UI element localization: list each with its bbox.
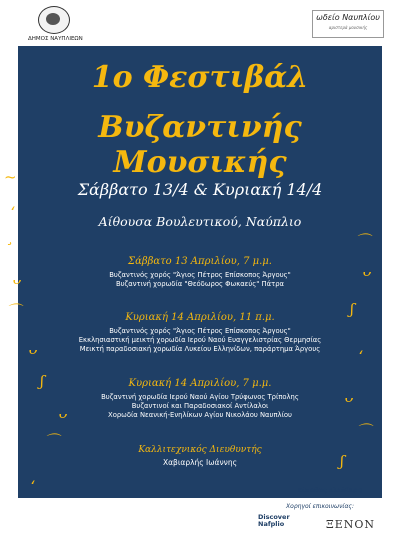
program-item: Μεικτή παραδοσιακή χορωδία Λυκείου Ελληνίδων, παράρτημα Άργους bbox=[79, 345, 321, 353]
neume-decoration-icon: ⌒ bbox=[356, 422, 372, 440]
festival-title-line2: Βυζαντινής Μουσικής bbox=[98, 110, 302, 180]
neume-decoration-icon: ʃ bbox=[40, 372, 45, 390]
sponsors-label: Χορηγοί επικοινωνίας: bbox=[286, 503, 354, 510]
program-day bbox=[18, 312, 382, 354]
program-day-heading: Κυριακή 14 Απριλίου, 11 π.μ. bbox=[125, 312, 275, 323]
neume-decoration-icon: ⌒ bbox=[44, 432, 60, 450]
neume-decoration-icon: ¸ bbox=[6, 228, 14, 246]
program-item: Χορωδία Νεανική-Ενηλίκων Αγίου Νικολάου Ναυπλίου bbox=[108, 411, 292, 419]
festival-title-line1: 1ο Φεστιβάλ bbox=[91, 60, 309, 95]
neume-decoration-icon: ، bbox=[30, 470, 35, 488]
festival-venue: Αίθουσα Βουλευτικού, Ναύπλιο bbox=[98, 214, 302, 229]
neume-decoration-icon: ⌒ bbox=[6, 302, 22, 320]
neume-decoration-icon: ᴗ bbox=[344, 388, 354, 406]
seal-icon bbox=[38, 6, 70, 34]
neume-decoration-icon: ~ bbox=[4, 168, 17, 186]
neume-decoration-icon: ، bbox=[358, 340, 363, 358]
festival-dates: Σάββατο 13/4 & Κυριακή 14/4 bbox=[77, 180, 323, 199]
program-day-heading: Σάββατο 13 Απριλίου, 7 μ.μ. bbox=[128, 256, 272, 267]
municipality-logo bbox=[28, 6, 83, 46]
municipality-name: ΔΗΜΟΣ ΝΑΥΠΛΙΕΩΝ bbox=[28, 36, 83, 42]
neume-decoration-icon: ʃ bbox=[340, 452, 345, 470]
neume-decoration-icon: ᴗ bbox=[12, 270, 22, 288]
neume-decoration-icon: ᴗ bbox=[362, 262, 372, 280]
conservatory-name: ωδείο Ναυπλίου bbox=[316, 13, 380, 22]
neume-decoration-icon: ᴗ bbox=[58, 404, 68, 422]
conservatory-subtitle: αριστερά μουσικής bbox=[328, 25, 368, 30]
program-day bbox=[18, 256, 382, 289]
neume-decoration-icon: ، bbox=[10, 196, 15, 214]
artistic-director-heading: Καλλιτεχνικός Διευθυντής bbox=[138, 445, 262, 455]
artistic-director-name: Χαβιαρλής Ιωάννης bbox=[162, 458, 238, 467]
conservatory-logo bbox=[312, 10, 384, 38]
neume-decoration-icon: ʃ bbox=[350, 300, 355, 318]
program-day bbox=[18, 378, 382, 420]
program-item: Βυζαντινός χορός "Άγιος Πέτρος Επίσκοπος Άργους" bbox=[109, 271, 291, 279]
neume-decoration-icon: ⌒ bbox=[355, 232, 371, 250]
free-entry-note: Είσοδος ελεύθερη bbox=[297, 486, 363, 494]
program-item: Βυζαντινοί και Παραδοσιακοί Αντίλαλοι bbox=[131, 402, 269, 410]
program-item: Βυζαντινός χορός "Άγιος Πέτρος Επίσκοπος Άργους" bbox=[109, 327, 291, 335]
neume-decoration-icon: ᴗ bbox=[28, 340, 38, 358]
artistic-director bbox=[18, 445, 382, 467]
sponsor-logo-discover-nafplio: Discover Nafplio bbox=[258, 513, 290, 528]
program-item: Βυζαντινή χορωδία "Θεόδωρος Φωκαεύς" Πάτρα bbox=[115, 280, 285, 288]
program-item: Βυζαντινή χορωδία Ιερού Ναού Αγίου Τρύφωνος Τρίπολης bbox=[101, 393, 299, 401]
program-item: Εκκλησιαστική μεικτή χορωδία Ιερού Ναού Ευαγγελιστρίας Θερμησίας bbox=[78, 336, 322, 344]
sponsor-logo-xenon: ΞΕΝΟΝ bbox=[326, 518, 376, 531]
program-day-heading: Κυριακή 14 Απριλίου, 7 μ.μ. bbox=[128, 378, 272, 389]
